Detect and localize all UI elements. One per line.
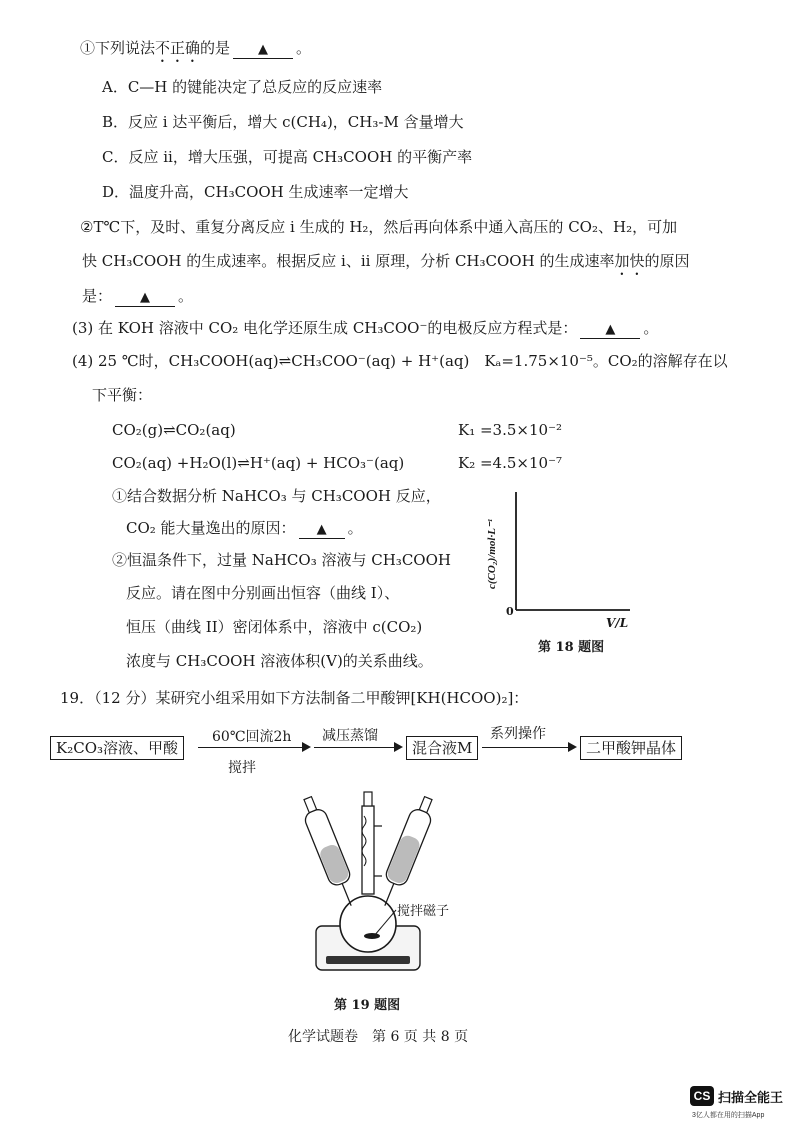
- flow-arrow1-bottom-label: 搅拌: [228, 760, 256, 776]
- question-2-line1: ②T℃下，及时、重复分离反应 i 生成的 H₂，然后再向体系中通入高压的 CO₂、H₂，可加: [80, 218, 678, 236]
- question-1-prompt: ①下列说法不正确的是 ▲ 。: [80, 39, 312, 57]
- watermark-subtitle: 3亿人都在用的扫描App: [692, 1112, 765, 1119]
- text: 的原因: [644, 252, 690, 270]
- figure-19-caption: 第 19 题图: [334, 998, 401, 1013]
- equilibrium-1: CO₂(g)⇌CO₂(aq): [112, 421, 236, 439]
- figure-18-caption: 第 18 题图: [538, 640, 605, 655]
- flow-box-product: 二甲酸钾晶体: [580, 736, 682, 760]
- y-axis-label: c(CO₂)/mol·L⁻¹: [486, 518, 498, 590]
- three-neck-flask: [340, 896, 396, 952]
- stir-bar: [364, 933, 380, 939]
- flow-arrow3-top-label: 系列操作: [490, 726, 546, 742]
- flow-arrow-2: [314, 747, 394, 748]
- text: 快 CH₃COOH 的生成速率。根据反应 i、ii 原理，分析 CH₃COOH 的生成速率: [82, 252, 615, 270]
- sub2-line2: 反应。请在图中分别画出恒容（曲线 I）、: [126, 584, 400, 602]
- option-c: C．反应 ii，增大压强，可提高 CH₃COOH 的平衡产率: [102, 148, 473, 166]
- funnel-right: [375, 794, 439, 910]
- question-2-line3: 是： ▲ 。: [82, 287, 194, 305]
- option-b: B．反应 i 达平衡后，增大 c(CH₄)，CH₃-M 含量增大: [102, 113, 464, 131]
- emphasis-text: 加快: [614, 252, 645, 270]
- question-19-header: 19．（12 分）某研究小组采用如下方法制备二甲酸钾[KH(HCOO)₂]：: [60, 689, 529, 707]
- sub1-line1: ①结合数据分析 NaHCO₃ 与 CH₃COOH 反应，: [112, 487, 441, 505]
- option-d: D．温度升高，CH₃COOH 生成速率一定增大: [102, 183, 409, 201]
- question-4-line2: 下平衡：: [92, 386, 153, 404]
- emphasis-text: 不正确: [155, 39, 201, 57]
- option-a: A．C—H 的键能决定了总反应的反应速率: [102, 78, 383, 96]
- blank-mark: ▲: [140, 290, 151, 305]
- figure-18-axes[interactable]: [480, 478, 650, 658]
- origin-label: 0: [506, 605, 514, 618]
- flow-box-reactants: K₂CO₃溶液、甲酸: [50, 736, 184, 760]
- flow-arrowhead-2: [394, 742, 403, 752]
- flow-box-mixture-m: 混合液M: [406, 736, 478, 760]
- text: 是：: [82, 287, 113, 305]
- blank-mark: ▲: [605, 322, 616, 337]
- y-axis-label-wrap: [485, 498, 505, 610]
- watermark-title: 扫描全能王: [718, 1090, 784, 1105]
- figure-19-apparatus: [280, 786, 470, 986]
- funnel-left: [298, 794, 362, 910]
- sub2-line3: 恒压（曲线 II）密闭体系中，溶液中 c(CO₂): [126, 618, 423, 636]
- prompt-text: 的是: [200, 39, 231, 57]
- text: (3) 在 KOH 溶液中 CO₂ 电化学还原生成 CH₃COO⁻的电极反应方程式是：: [72, 319, 578, 337]
- cs-logo-icon: CS: [690, 1086, 714, 1106]
- answer-blank[interactable]: [580, 322, 640, 339]
- x-axis-label: V/L: [606, 616, 629, 630]
- page-footer: 化学试题卷 第 6 页 共 8 页: [288, 1029, 469, 1045]
- question-2-line2: [82, 251, 689, 279]
- sub2-line1: ②恒温条件下，过量 NaHCO₃ 溶液与 CH₃COOH: [112, 551, 451, 569]
- condenser-top: [364, 792, 372, 806]
- flow-arrowhead-1: [302, 742, 311, 752]
- equilibrium-2: CO₂(aq) +H₂O(l)⇌H⁺(aq) + HCO₃⁻(aq): [112, 454, 405, 472]
- flow-arrow1-top-label: 60℃回流2h: [212, 729, 292, 745]
- prompt-text: ①下列说法: [80, 39, 156, 57]
- k2-value: K₂ =4.5×10⁻⁷: [458, 454, 562, 472]
- flow-arrowhead-3: [568, 742, 577, 752]
- condenser-ports: [374, 826, 382, 876]
- answer-blank[interactable]: [115, 290, 175, 307]
- answer-blank[interactable]: [299, 522, 345, 539]
- blank-mark: ▲: [258, 42, 269, 57]
- sub1-line2: CO₂ 能大量逸出的原因： ▲ 。: [126, 519, 363, 537]
- stirrer-panel: [326, 956, 410, 964]
- stir-bar-label: 搅拌磁子: [397, 904, 450, 919]
- k1-value: K₁ =3.5×10⁻²: [458, 421, 562, 439]
- blank-mark: ▲: [316, 522, 327, 537]
- answer-blank[interactable]: [233, 42, 293, 59]
- condenser: [362, 806, 374, 894]
- question-3: (3) 在 KOH 溶液中 CO₂ 电化学还原生成 CH₃COO⁻的电极反应方程式是： ▲ 。: [72, 319, 659, 337]
- flow-arrow2-top-label: 减压蒸馏: [322, 728, 378, 744]
- flow-arrow-1: [198, 747, 302, 748]
- question-4-line1: (4) 25 ℃时，CH₃COOH(aq)⇌CH₃COO⁻(aq) + H⁺(aq) Kₐ=1.75×10⁻⁵。CO₂的溶解存在以: [72, 352, 728, 370]
- flow-arrow-3: [482, 747, 568, 748]
- text: CO₂ 能大量逸出的原因：: [126, 519, 296, 537]
- sub2-line4: 浓度与 CH₃COOH 溶液体积(V)的关系曲线。: [126, 652, 433, 670]
